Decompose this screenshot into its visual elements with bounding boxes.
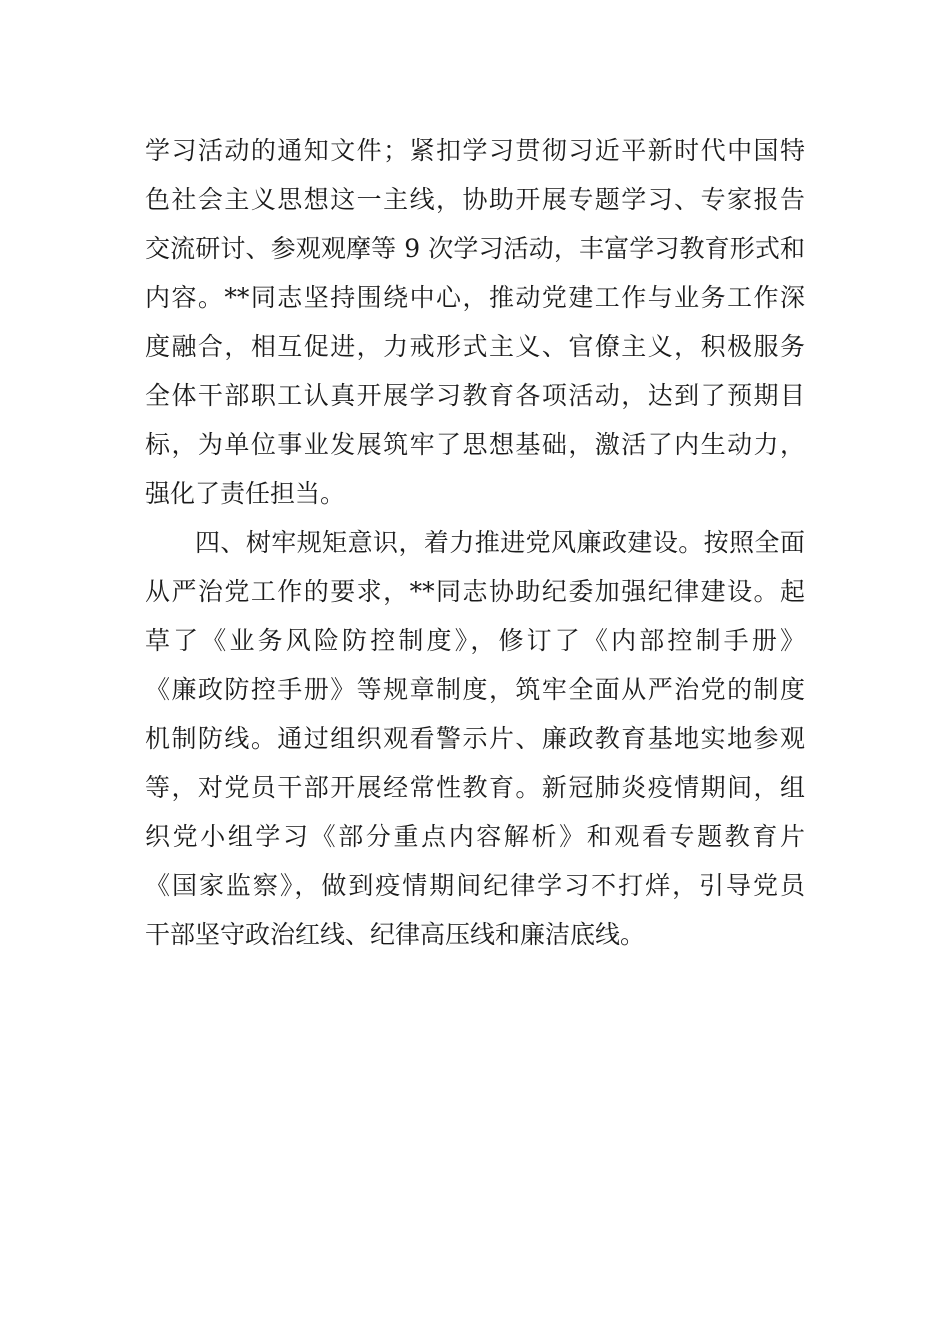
- paragraph-line: 《廉政防控手册》等规章制度，筑牢全面从严治党的制度: [145, 675, 805, 704]
- paragraph-line: 交流研讨、参观观摩等 9 次学习活动，丰富学习教育形式和: [145, 234, 805, 263]
- paragraph-line: 干部坚守政治红线、纪律高压线和廉洁底线。: [145, 920, 646, 949]
- paragraph-line: 四、树牢规矩意识，着力推进党风廉政建设。按照全面: [195, 528, 805, 557]
- paragraph-line: 色社会主义思想这一主线，协助开展专题学习、专家报告: [145, 185, 805, 214]
- paragraph-line: 《国家监察》，做到疫情期间纪律学习不打烊，引导党员: [145, 871, 805, 900]
- paragraph-line: 内容。**同志坚持围绕中心，推动党建工作与业务工作深: [145, 283, 805, 312]
- paragraph-line: 从严治党工作的要求，**同志协助纪委加强纪律建设。起: [145, 577, 805, 606]
- paragraph-line: 标，为单位事业发展筑牢了思想基础，激活了内生动力，: [145, 430, 805, 459]
- paragraph-line: 草了《业务风险防控制度》，修订了《内部控制手册》: [145, 626, 805, 655]
- paragraph-1: [145, 126, 805, 518]
- paragraph-line: 强化了责任担当。: [145, 479, 346, 508]
- paragraph-line: 机制防线。通过组织观看警示片、廉政教育基地实地参观: [145, 724, 805, 753]
- paragraph-line: 等，对党员干部开展经常性教育。新冠肺炎疫情期间，组: [145, 773, 805, 802]
- paragraph-2: [145, 518, 805, 959]
- document-body: [145, 126, 805, 959]
- paragraph-line: 织党小组学习《部分重点内容解析》和观看专题教育片: [145, 822, 805, 851]
- paragraph-line: 全体干部职工认真开展学习教育各项活动，达到了预期目: [145, 381, 805, 410]
- paragraph-line: 度融合，相互促进，力戒形式主义、官僚主义，积极服务: [145, 332, 805, 361]
- paragraph-line: 学习活动的通知文件；紧扣学习贯彻习近平新时代中国特: [145, 136, 805, 165]
